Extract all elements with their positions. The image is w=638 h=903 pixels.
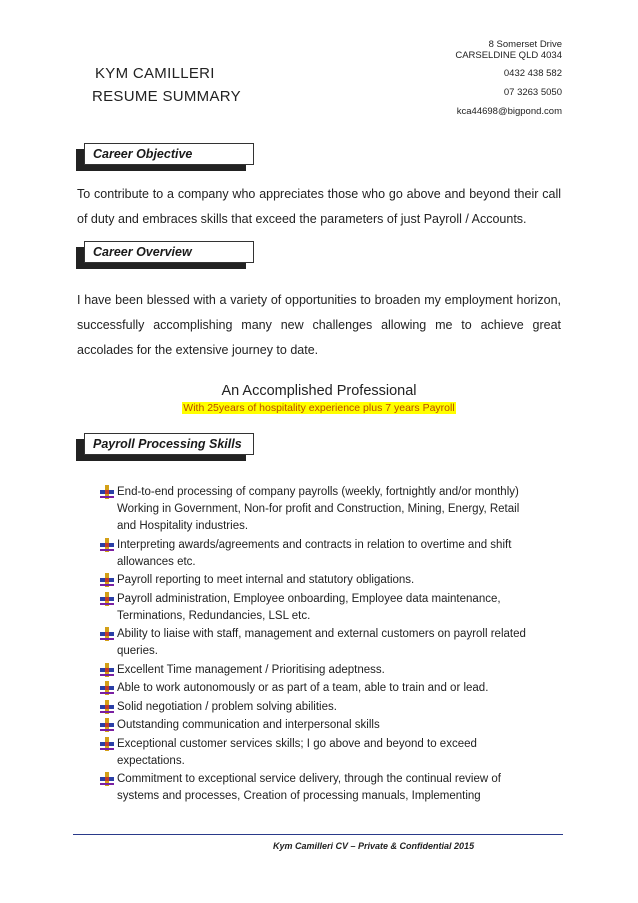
bullet-icon bbox=[100, 573, 114, 587]
experience-highlight: With 25years of hospitality experience plus 7 years Payroll bbox=[183, 402, 455, 414]
list-item: Outstanding communication and interpersonal skills bbox=[100, 717, 540, 734]
career-overview-text: I have been blessed with a variety of opportunities to broaden my employment horizon, successfully accomplishing many new challenges allowing me to achieve great accolades for the extensive journey to date. bbox=[77, 293, 561, 357]
list-item: Payroll reporting to meet internal and statutory obligations. bbox=[100, 572, 540, 589]
bullet-icon bbox=[100, 718, 114, 732]
career-objective-heading-box bbox=[84, 143, 254, 165]
list-item: Ability to liaise with staff, management and external customers on payroll related queries. bbox=[100, 626, 540, 660]
bullet-icon bbox=[100, 592, 114, 606]
payroll-skills-heading: Payroll Processing Skills bbox=[93, 437, 242, 451]
bullet-icon bbox=[100, 627, 114, 641]
career-overview-heading: Career Overview bbox=[93, 245, 192, 259]
list-item: Interpreting awards/agreements and contracts in relation to overtime and shift allowances etc. bbox=[100, 537, 540, 571]
list-item: Able to work autonomously or as part of a team, able to train and or lead. bbox=[100, 680, 540, 697]
accomplished-title: An Accomplished Professional bbox=[221, 383, 417, 399]
career-objective-text: To contribute to a company who appreciates those who go above and beyond their call of duty and embraces skills that exceed the parameters of just Payroll / Accounts. bbox=[77, 187, 561, 226]
bullet-icon bbox=[100, 737, 114, 751]
list-item: Commitment to exceptional service delivery, through the continual review of systems and processes, Creation of processing manuals, Implementing bbox=[100, 771, 540, 805]
list-item: Exceptional customer services skills; I go above and beyond to exceed expectations. bbox=[100, 736, 540, 770]
bullet-icon bbox=[100, 700, 114, 714]
bullet-icon bbox=[100, 772, 114, 786]
payroll-skills-heading-box bbox=[84, 433, 254, 455]
footer-text: Kym Camilleri CV – Private & Confidential 2015 bbox=[273, 841, 475, 851]
contact-block bbox=[455, 39, 562, 117]
email-address: kca44698@bigpond.com bbox=[456, 106, 562, 117]
address-line-1: 8 Somerset Drive bbox=[488, 39, 562, 50]
mobile-number: 0432 438 582 bbox=[503, 68, 562, 79]
career-objective-heading: Career Objective bbox=[93, 147, 193, 161]
footer-rule bbox=[73, 834, 563, 835]
bullet-icon bbox=[100, 681, 114, 695]
resume-subtitle: RESUME SUMMARY bbox=[92, 88, 241, 105]
phone-number: 07 3263 5050 bbox=[503, 87, 562, 98]
list-item: Solid negotiation / problem solving abilities. bbox=[100, 699, 540, 716]
list-item: Payroll administration, Employee onboarding, Employee data maintenance, Terminations, Redundancies, LSL etc. bbox=[100, 591, 540, 625]
list-item: Excellent Time management / Prioritising adeptness. bbox=[100, 662, 540, 679]
resume-name: KYM CAMILLERI bbox=[95, 65, 215, 82]
list-item: End-to-end processing of company payrolls (weekly, fortnightly and/or monthly) Working in Government, Non-for profit and Construction, Mining, Energy, Retail and Hospitality industries. bbox=[100, 484, 540, 535]
experience-highlight-line bbox=[0, 402, 638, 414]
payroll-skills-list bbox=[100, 484, 540, 807]
bullet-icon bbox=[100, 663, 114, 677]
career-overview-heading-box bbox=[84, 241, 254, 263]
address-line-2: CARSELDINE QLD 4034 bbox=[455, 50, 562, 61]
bullet-icon bbox=[100, 485, 114, 499]
bullet-icon bbox=[100, 538, 114, 552]
